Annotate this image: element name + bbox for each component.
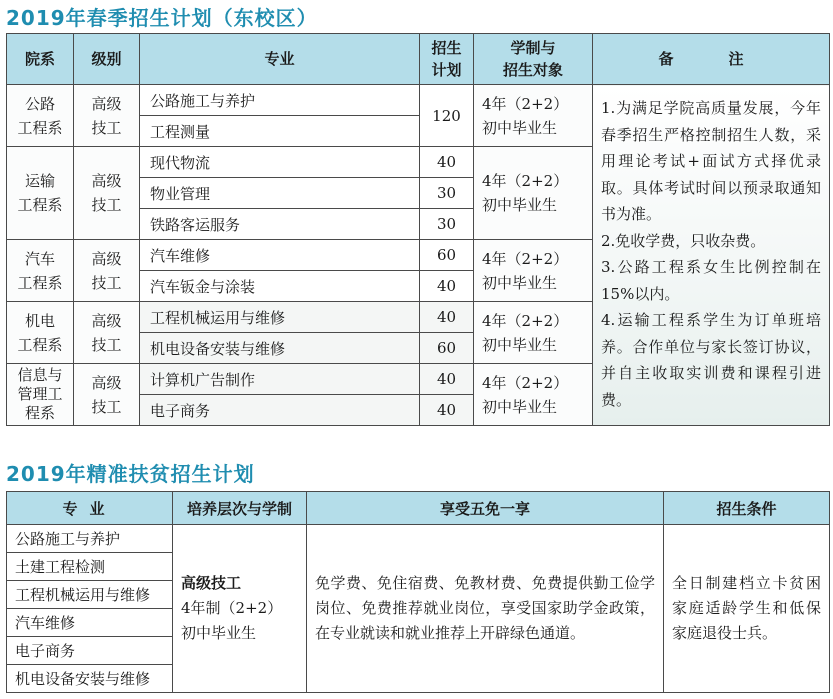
level-line: 高级 [91, 249, 122, 268]
level-cell [74, 85, 140, 147]
notes-cell [593, 85, 830, 426]
plan-cell: 40 [420, 302, 474, 333]
major-cell: 电子商务 [7, 637, 173, 665]
major-cell: 物业管理 [140, 178, 420, 209]
header-plan-line1: 招生 [431, 39, 462, 57]
note-item: 3.公路工程系女生比例控制在15%以内。 [601, 258, 821, 303]
term-line: 4年（2+2） [482, 373, 569, 392]
term-line: 初中毕业生 [482, 397, 558, 416]
major-cell: 汽车维修 [7, 609, 173, 637]
dept-line: 工程系 [17, 335, 63, 354]
plan-cell: 30 [420, 178, 474, 209]
dept-line: 工程系 [17, 118, 63, 137]
poverty-enrollment-table [6, 491, 830, 693]
level-term-cell [173, 525, 307, 693]
dept-line: 汽车 [24, 249, 55, 268]
header-level-term: 培养层次与学制 [173, 492, 307, 525]
header-major: 专业 [140, 34, 420, 85]
dept-cell [7, 302, 74, 364]
major-cell: 土建工程检测 [7, 553, 173, 581]
header-major2: 专业 [7, 492, 173, 525]
term-cell [474, 85, 593, 147]
level-cell [74, 147, 140, 240]
major-cell: 工程机械运用与维修 [140, 302, 420, 333]
level-line: 高级 [91, 311, 122, 330]
dept-line: 机电 [24, 311, 55, 330]
term-line: 4年（2+2） [482, 311, 569, 330]
plan-cell: 40 [420, 364, 474, 395]
plan-cell: 120 [420, 85, 474, 147]
header-plan-line2: 计划 [431, 61, 462, 79]
term-cell [474, 240, 593, 302]
major-cell: 机电设备安装与维修 [7, 665, 173, 693]
term-line: 4年（2+2） [482, 249, 569, 268]
level-line: 技工 [91, 397, 122, 416]
note-item: 1.为满足学院高质量发展，今年春季招生严格控制招生人数，采用理论考试+面试方式择优录取。具体考试时间以预录取通知书为准。 [601, 99, 821, 223]
plan-cell: 40 [420, 147, 474, 178]
level-line: 技工 [91, 196, 122, 214]
term-line: 初中毕业生 [482, 118, 558, 137]
table-header-row [7, 492, 830, 525]
header-term-line2: 招生对象 [502, 61, 563, 79]
term-text: 4年制（2+2） [181, 599, 283, 617]
level-cell [74, 364, 140, 426]
dept-line: 信息与 [17, 366, 63, 384]
major-cell: 汽车维修 [140, 240, 420, 271]
level-line: 高级 [91, 373, 122, 392]
header-benefits: 享受五免一享 [307, 492, 664, 525]
term-cell [474, 147, 593, 240]
dept-line: 程系 [24, 404, 55, 422]
dept-line: 管理工 [17, 385, 63, 403]
dept-line: 工程系 [17, 196, 63, 214]
term-line: 初中毕业生 [482, 273, 558, 292]
major-cell: 计算机广告制作 [140, 364, 420, 395]
table-row [7, 85, 830, 116]
level-line: 技工 [91, 118, 122, 137]
dept-cell [7, 85, 74, 147]
level-cell [74, 240, 140, 302]
major-cell: 现代物流 [140, 147, 420, 178]
header-term [474, 34, 593, 85]
plan-cell: 40 [420, 271, 474, 302]
dept-cell [7, 147, 74, 240]
conditions-cell: 全日制建档立卡贫困家庭适龄学生和低保家庭退役士兵。 [664, 525, 830, 693]
header-notes: 备 注 [593, 34, 830, 85]
term-line: 初中毕业生 [482, 335, 558, 354]
table-row [7, 525, 830, 553]
benefits-cell: 免学费、免住宿费、免教材费、免费提供勤工俭学岗位、免费推荐就业岗位，享受国家助学金政策，在专业就读和就业推荐上开辟绿色通道。 [307, 525, 664, 693]
major-cell: 工程机械运用与维修 [7, 581, 173, 609]
section1-title: 2019年春季招生计划（东校区） [6, 6, 318, 30]
dept-line: 运输 [24, 172, 55, 190]
term-cell [474, 302, 593, 364]
major-cell: 工程测量 [140, 116, 420, 147]
plan-cell: 60 [420, 333, 474, 364]
spring-enrollment-table [6, 33, 830, 426]
plan-cell: 40 [420, 395, 474, 426]
table-header-row [7, 34, 830, 85]
header-dept: 院系 [7, 34, 74, 85]
header-conditions: 招生条件 [664, 492, 830, 525]
dept-cell [7, 240, 74, 302]
dept-cell [7, 364, 74, 426]
section2-title: 2019年精准扶贫招生计划 [6, 462, 255, 486]
dept-line: 工程系 [17, 273, 63, 292]
header-level: 级别 [74, 34, 140, 85]
note-item: 4.运输工程系学生为订单班培养。合作单位与家长签订协议，并自主收取实训费和课程引进费。 [601, 311, 821, 409]
term-line: 4年（2+2） [482, 172, 569, 190]
major-cell: 公路施工与养护 [140, 85, 420, 116]
major-cell: 铁路客运服务 [140, 209, 420, 240]
major-cell: 公路施工与养护 [7, 525, 173, 553]
major-cell: 机电设备安装与维修 [140, 333, 420, 364]
level-line: 技工 [91, 273, 122, 292]
major-cell: 电子商务 [140, 395, 420, 426]
level-line: 高级 [91, 172, 122, 190]
plan-cell: 60 [420, 240, 474, 271]
major-cell: 汽车钣金与涂装 [140, 271, 420, 302]
header-plan [420, 34, 474, 85]
term-line: 初中毕业生 [482, 196, 558, 214]
level-text: 高级技工 [181, 574, 242, 592]
dept-line: 公路 [24, 94, 55, 113]
level-cell [74, 302, 140, 364]
term-cell [474, 364, 593, 426]
target-text: 初中毕业生 [181, 624, 257, 642]
header-term-line1: 学制与 [510, 39, 556, 57]
note-item: 2.免收学费，只收杂费。 [601, 231, 766, 250]
level-line: 高级 [91, 94, 122, 113]
plan-cell: 30 [420, 209, 474, 240]
term-line: 4年（2+2） [482, 94, 569, 113]
level-line: 技工 [91, 335, 122, 354]
